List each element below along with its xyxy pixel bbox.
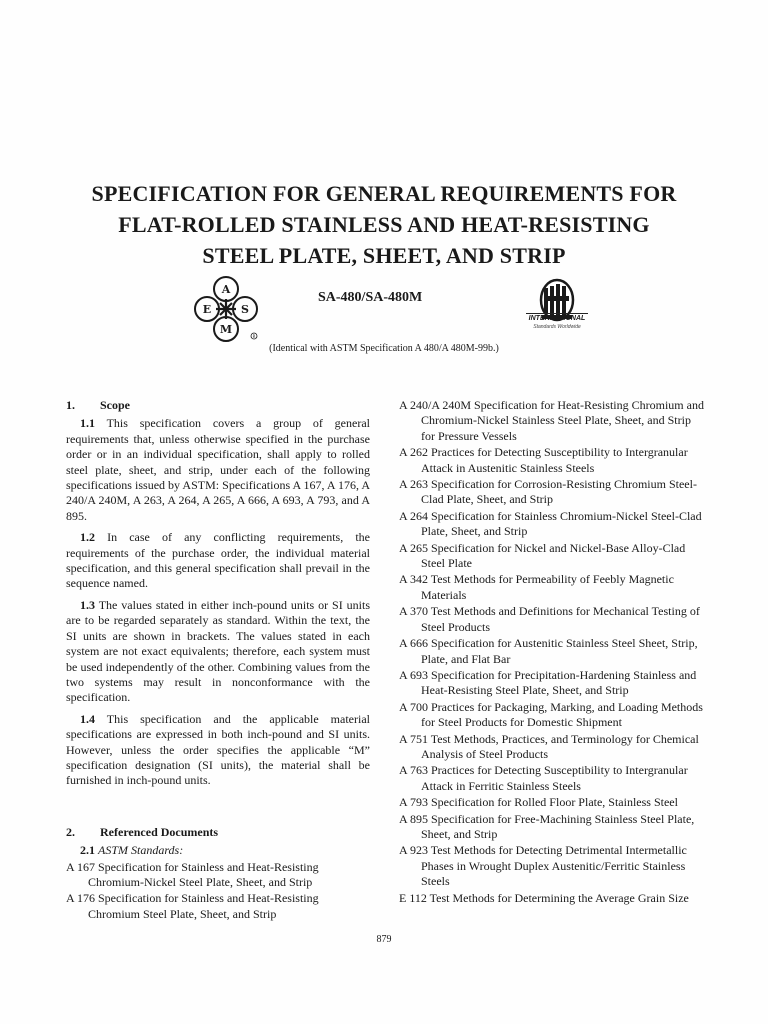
paragraph-text: In case of any conflicting requirements, the requirements of the purchase order, the individual material specification, and this general specification shall prevail in the sequence named. <box>66 530 370 591</box>
page-number: 879 <box>376 934 392 945</box>
astm-tagline: Standards Worldwide <box>533 324 581 330</box>
svg-text:R: R <box>252 334 256 339</box>
paragraph-text: The values stated in either inch-pound units or SI units are to be regarded separately as standard. Within the text, the SI units are shown in brackets. The values stated in each system are not exact equivalents; therefore, each system must be used independently of the other. Combining values from the two systems may result in nonconformance with the specification. <box>66 597 370 705</box>
reference-item: A 793 Specification for Rolled Floor Plate, Stainless Steel <box>399 795 678 810</box>
paragraph <box>66 530 370 592</box>
subsection-title: ASTM Standards: <box>98 843 184 858</box>
reference-item: A 370 Test Methods and Definitions for Mechanical Testing of Steel Products <box>399 604 700 634</box>
subsection-heading <box>66 843 370 858</box>
reference-item: A 264 Specification for Stainless Chromium-Nickel Steel-Clad Plate, Sheet, and Strip <box>399 508 702 539</box>
title-line: STEEL PLATE, SHEET, AND STRIP <box>202 243 566 268</box>
svg-text:M: M <box>219 323 233 336</box>
svg-text:S: S <box>241 303 249 316</box>
paragraph-number: 1.4 <box>80 711 95 726</box>
astm-international-label: INTERNATIONAL <box>526 313 588 322</box>
reference-item: E 112 Test Methods for Determining the Average Grain Size <box>399 890 689 905</box>
reference-item: A 176 Specification for Stainless and Heat-Resisting Chromium Steel Plate, Sheet, and Strip <box>66 891 319 921</box>
reference-item: A 263 Specification for Corrosion-Resisting Chromium Steel-Clad Plate, Sheet, and Strip <box>399 477 697 507</box>
reference-item: A 923 Test Methods for Detecting Detrimental Intermetallic Phases in Wrought Duplex Austenitic/Ferritic Stainless Steels <box>399 843 687 889</box>
reference-item: A 265 Specification for Nickel and Nickel-Base Alloy-Clad Steel Plate <box>399 540 686 571</box>
asme-logo-icon <box>190 274 262 344</box>
document-title <box>0 178 768 271</box>
reference-item: A 262 Practices for Detecting Susceptibility to Intergranular Attack in Austenitic Stainless Steels <box>399 445 688 475</box>
section-heading <box>66 825 370 840</box>
section-title: Referenced Documents <box>100 824 219 839</box>
paragraph-number: 1.3 <box>80 597 95 612</box>
title-line: SPECIFICATION FOR GENERAL REQUIREMENTS FOR <box>91 181 677 206</box>
section-number: 1. <box>66 398 75 412</box>
reference-item: A 240/A 240M Specification for Heat-Resisting Chromium and Chromium-Nickel Stainless Steel Plate, Sheet, and Strip for Pressure Vessels <box>399 398 704 443</box>
svg-text:A: A <box>221 283 231 296</box>
section-number: 2. <box>66 824 75 839</box>
specification-designation: SA-480/SA-480M <box>318 290 423 305</box>
reference-item: A 895 Specification for Free-Machining Stainless Steel Plate, Sheet, and Strip <box>399 811 695 841</box>
right-column <box>399 398 705 907</box>
paragraph-number: 1.2 <box>80 530 95 545</box>
paragraph <box>66 598 370 706</box>
section-title: Scope <box>100 398 130 412</box>
paragraph <box>66 712 370 789</box>
reference-item: A 666 Specification for Austenitic Stainless Steel Sheet, Strip, Plate, and Flat Bar <box>399 636 698 666</box>
section-heading <box>66 398 370 413</box>
paragraph <box>66 416 370 524</box>
svg-text:E: E <box>202 303 212 316</box>
reference-item: A 167 Specification for Stainless and Heat-Resisting Chromium-Nickel Steel Plate, Sheet, and Strip <box>66 859 319 889</box>
reference-item: A 700 Practices for Packaging, Marking, and Loading Methods for Steel Products for Domestic Shipment <box>399 699 703 730</box>
reference-item: A 751 Test Methods, Practices, and Terminology for Chemical Analysis of Steel Products <box>399 731 699 761</box>
reference-item: A 763 Practices for Detecting Susceptibility to Intergranular Attack in Ferritic Stainless Steels <box>399 763 688 793</box>
paragraph-text: This specification covers a group of general requirements that, unless otherwise specified in the purchase order or in an individual specification, shall apply to rolled steel plate, sheet, and strip, under each of the following specifications issued by ASTM: Specifications A 167, A 176, A 240/A 240M, A 263, A 264, A 265, A 666, A 693, A 793, and A 895. <box>66 416 370 523</box>
identical-note: (Identical with ASTM Specification A 480/A 480M-99b.) <box>269 343 499 354</box>
title-line: FLAT-ROLLED STAINLESS AND HEAT-RESISTING <box>118 212 650 237</box>
reference-item: A 342 Test Methods for Permeability of Feebly Magnetic Materials <box>399 572 674 602</box>
paragraph-number: 1.1 <box>80 416 95 431</box>
reference-item: A 693 Specification for Precipitation-Hardening Stainless and Heat-Resisting Steel Plate, Sheet, and Strip <box>399 667 697 698</box>
paragraph-text: This specification and the applicable material specifications are expressed in both inch-pound and SI units. However, unless the order specifies the applicable “M” specification designation (SI units), the material shall be furnished in inch-pound units. <box>66 711 370 788</box>
left-column <box>66 398 370 923</box>
subsection-number: 2.1 <box>80 843 95 858</box>
astm-logo-icon <box>522 270 592 332</box>
